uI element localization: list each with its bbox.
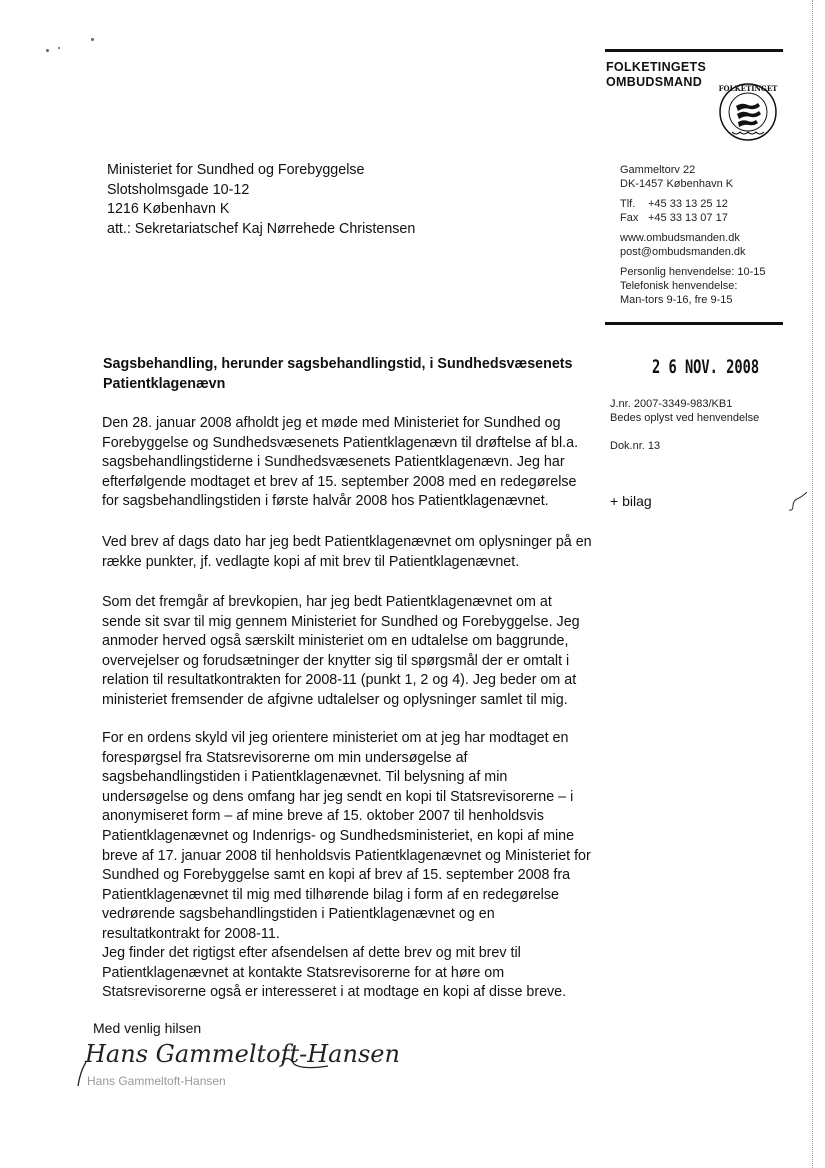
fax-label: Fax: [620, 212, 639, 224]
signature-flourish-icon: [280, 1050, 330, 1075]
org-name-line2: OMBUDSMAND: [606, 75, 703, 89]
svg-text:FOLKETINGET: FOLKETINGET: [718, 84, 778, 93]
journal-number: J.nr. 2007-3349-983/KB1: [610, 398, 733, 410]
subject-line1: Sagsbehandling, herunder sagsbehandlingstid, i Sundhedsvæsenets: [103, 356, 573, 372]
recipient-line4: att.: Sekretariatschef Kaj Nørrehede Christensen: [107, 220, 416, 237]
pen-mark-icon: [788, 490, 810, 517]
scan-speck: [91, 38, 94, 41]
body-paragraph-2: Ved brev af dags dato har jeg bedt Patientklagenævnet om oplysninger på en række punkter, jf. vedlagte kopi af mit brev til Patientklagenævnet.: [102, 534, 592, 570]
sender-city: DK-1457 København K: [620, 178, 734, 190]
opening-hours: [620, 265, 800, 307]
recipient-line3: 1216 København K: [107, 201, 230, 217]
document-number: Dok.nr. 13: [610, 440, 661, 452]
hours-phone-label: Telefonisk henvendelse:: [620, 280, 738, 292]
body-paragraph-1: Den 28. januar 2008 afholdt jeg et møde med Ministeriet for Sundhed og Forebyggelse og Sundhedsvæsenets Patientklagenævn til drøftelse af bl.a. sagsbehandlingstiderne i Sundhedsvæsenets Patientklagenævn. Jeg har efterfølgende modtaget et brev af 15. september 2008 med en redegørelse for sagsbehandlingstiden i første halvår 2008 hos Patientklagenævnet.: [102, 415, 579, 510]
sender-phone-fax: [620, 197, 800, 225]
body-paragraph-5: Jeg finder det rigtigst efter afsendelsen af dette brev og mit brev til Patientklagenævnet at kontakte Statsrevisorerne for at høre om Statsrevisorerne også er interesseret i at modtage en kopi af disse breve.: [102, 945, 567, 1001]
closing-greeting: Med venlig hilsen: [93, 1020, 202, 1036]
website-link[interactable]: www.ombudsmanden.dk: [620, 232, 740, 244]
org-name-line1: FOLKETINGETS: [606, 60, 707, 74]
hours-phone: Man-tors 9-16, fre 9-15: [620, 294, 733, 306]
seal-icon: [718, 82, 778, 142]
subject-line2: Patientklagenævn: [103, 375, 226, 392]
letterhead-contact: [620, 163, 800, 313]
signature-stroke-icon: [74, 1060, 88, 1095]
org-name: [606, 60, 706, 90]
reference-block: [610, 397, 759, 453]
sender-street: Gammeltorv 22: [620, 164, 696, 176]
letterhead-top-rule: [605, 49, 783, 52]
scan-speck: [46, 49, 49, 52]
fax-number: +45 33 13 07 17: [648, 212, 728, 224]
sender-address: [620, 163, 800, 191]
attachment-note: + bilag: [610, 493, 652, 509]
phone-row: [620, 197, 800, 211]
hours-personal: Personlig henvendelse: 10-15: [620, 266, 766, 278]
letterhead-bottom-rule: [605, 322, 783, 325]
handwritten-signature: Hans Gammeltoft-Hansen: [85, 1040, 400, 1068]
fax-row: [620, 211, 800, 225]
email-link[interactable]: post@ombudsmanden.dk: [620, 246, 746, 258]
scan-speck: [58, 47, 60, 49]
phone-number: +45 33 13 25 12: [648, 198, 728, 210]
scan-edge: [812, 0, 813, 1168]
signer-name: Hans Gammeltoft-Hansen: [87, 1074, 226, 1088]
letter-subject: [103, 355, 593, 394]
recipient-line1: Ministeriet for Sundhed og Forebyggelse: [107, 162, 365, 178]
recipient-address: [107, 161, 415, 239]
phone-label: Tlf.: [620, 198, 636, 210]
journal-note: Bedes oplyst ved henvendelse: [610, 412, 760, 424]
body-paragraph-4: For en ordens skyld vil jeg orientere ministeriet om at jeg har modtaget en forespørgsel fra Statsrevisorerne om min undersøgelse af sagsbehandlingstiden i Patientklagenævnet. Til belysning af min undersøgelse og dens omfang har jeg sendt en kopi til Statsrevisorerne – i anonymiseret form – af mine breve af 15. oktober 2007 til henholdsvis Patientklagenævnet og Indenrigs- og Sundhedsministeriet, en kopi af mine breve af 17. januar 2008 til henholdsvis Patientklagenævnet og Ministeriet for Sundhed og Forebyggelse samt en kopi af brev af 15. september 2008 fra Patientklagenævnet til mig med tilhørende bilag i form af en redegørelse vedrørende sagsbehandlingstiden i Patientklagenævnet og en resultatkontrakt for 2008-11.: [102, 730, 591, 942]
date-stamp: 2 6 NOV. 2008: [652, 356, 760, 378]
sender-web: [620, 231, 800, 259]
recipient-line2: Slotsholmsgade 10-12: [107, 181, 250, 198]
body-paragraph-3: Som det fremgår af brevkopien, har jeg bedt Patientklagenævnet om at sende sit svar til mig gennem Ministeriet for Sundhed og Forebyggelse. Jeg anmoder herved også særskilt ministeriet om en udtalelse om baggrunde, overvejelser og forudsætninger der knytter sig til spørgsmål der er omtalt i relation til resultatkontrakten for 2008-11 (punkt 1, 2 og 4). Jeg beder om at ministeriet fremsender de afgivne udtalelser og oplysninger samlet til mig.: [102, 594, 580, 708]
